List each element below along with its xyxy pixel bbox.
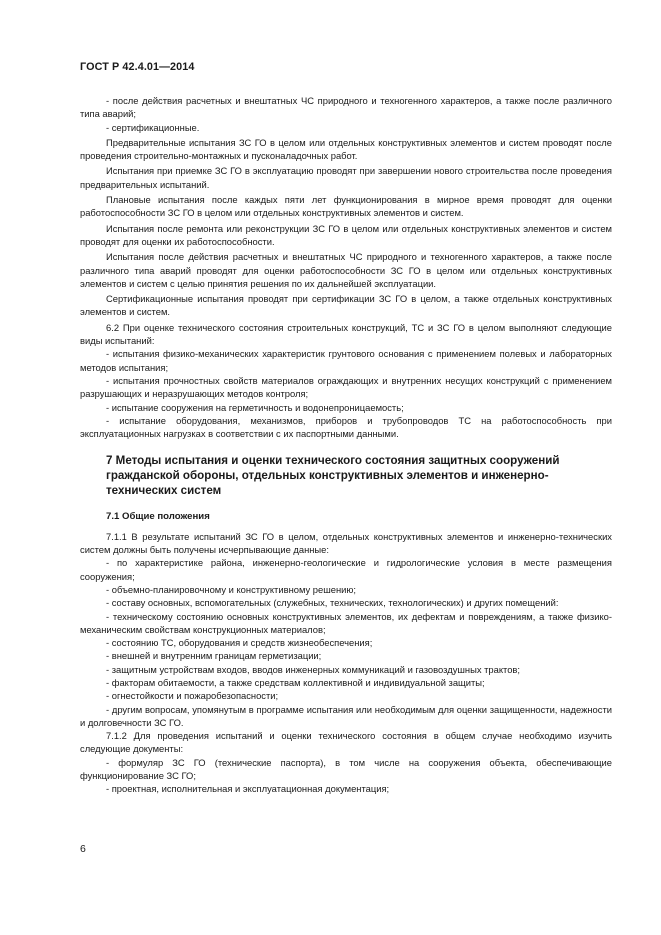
- list-item: - состоянию ТС, оборудования и средств жизнеобеспечения;: [106, 637, 373, 649]
- list-item: - внешней и внутренним границам герметизации;: [106, 650, 322, 662]
- list-item: - факторам обитаемости, а также средствам коллективной и индивидуальной защиты;: [106, 676, 485, 688]
- list-item: - другим вопросам, упомянутым в программе испытания или необходимым для оценки защищенности, надежности и долговечности ЗС ГО.: [80, 703, 612, 728]
- list-item: - огнестойкости и пожаробезопасности;: [106, 690, 279, 702]
- paragraph: Сертификационные испытания проводят при сертификации ЗС ГО в целом, а также отдельных конструктивных элементов и систем.: [80, 293, 612, 318]
- list-item: - испытание сооружения на герметичность и водонепроницаемость;: [106, 401, 404, 413]
- list-item: - составу основных, вспомогательных (служебных, технических, технологических) и других помещений:: [106, 597, 559, 609]
- paragraph: Плановые испытания после каждых пяти лет функционирования в мирное время проводят для оценки работоспособности ЗС ГО в целом или отдельных конструктивных элементов и систем.: [80, 194, 612, 219]
- section-heading: 7 Методы испытания и оценки технического состояния защитных сооружений гражданской обороны, отдельных конструктивных элементов и инженерно-технических систем: [106, 454, 560, 498]
- document-header: ГОСТ Р 42.4.01—2014: [80, 61, 195, 73]
- page-number: 6: [80, 843, 86, 855]
- subsection-heading: 7.1 Общие положения: [106, 511, 210, 523]
- paragraph: 7.1.2 Для проведения испытаний и оценки технического состояния в общем случае необходимо изучить следующие документы:: [80, 730, 612, 755]
- list-item: - техническому состоянию основных конструктивных элементов, их дефектам и повреждениям, а также физико-механическим свойствам конструкционных материалов;: [80, 610, 612, 635]
- paragraph: Испытания после ремонта или реконструкции ЗС ГО в целом или отдельных конструктивных элементов и систем проводят для оценки их работоспособности.: [80, 222, 612, 247]
- paragraph: - сертификационные.: [106, 121, 200, 133]
- list-item: - проектная, исполнительная и эксплуатационная документация;: [106, 783, 390, 795]
- page-body: [80, 94, 612, 796]
- paragraph: Испытания при приемке ЗС ГО в эксплуатацию проводят при завершении нового строительства после проведения предварительных испытаний.: [80, 165, 612, 190]
- list-item: - испытание оборудования, механизмов, приборов и трубопроводов ТС на работоспособность при эксплуатационных нагрузках в соответствии с их паспортными данными.: [80, 414, 612, 440]
- paragraph: - после действия расчетных и внештатных ЧС природного и техногенного характеров, а также после различного типа аварий;: [80, 95, 612, 120]
- paragraph: 6.2 При оценке технического состояния строительных конструкций, ТС и ЗС ГО в целом выполняют следующие виды испытаний:: [80, 321, 612, 347]
- paragraph: Испытания после действия расчетных и внештатных ЧС природного и техногенного характеров, а также после различного типа аварий проводят для оценки работоспособности ЗС ГО в целом или отдельных конструктивных элементов и систем с целью принятия решения по их дальнейшей эксплуатации.: [80, 251, 612, 289]
- list-item: - формуляр ЗС ГО (технические паспорта), в том числе на сооружения объекта, обеспечивающие функционирование ЗС ГО;: [80, 756, 612, 782]
- list-item: - испытания физико-механических характеристик грунтового основания с применением полевых и лабораторных методов испытания;: [80, 348, 612, 373]
- paragraph: 7.1.1 В результате испытаний ЗС ГО в целом, отдельных конструктивных элементов и инженерно-технических систем должны быть получены исчерпывающие данные:: [80, 530, 612, 556]
- list-item: - объемно-планировочному и конструктивному решению;: [106, 583, 357, 595]
- list-item: - по характеристике района, инженерно-геологические и гидрологические условия в месте размещения сооружения;: [80, 557, 612, 582]
- list-item: - испытания прочностных свойств материалов ограждающих и внутренних несущих конструкций с применением разрушающих и неразрушающих методов контроля;: [80, 374, 612, 400]
- paragraph: Предварительные испытания ЗС ГО в целом или отдельных конструктивных элементов и систем проводят после проведения строительно-монтажных и пусконаладочных работ.: [80, 136, 612, 162]
- list-item: - защитным устройствам входов, вводов инженерных коммуникаций и газовоздушных трактов;: [106, 663, 521, 675]
